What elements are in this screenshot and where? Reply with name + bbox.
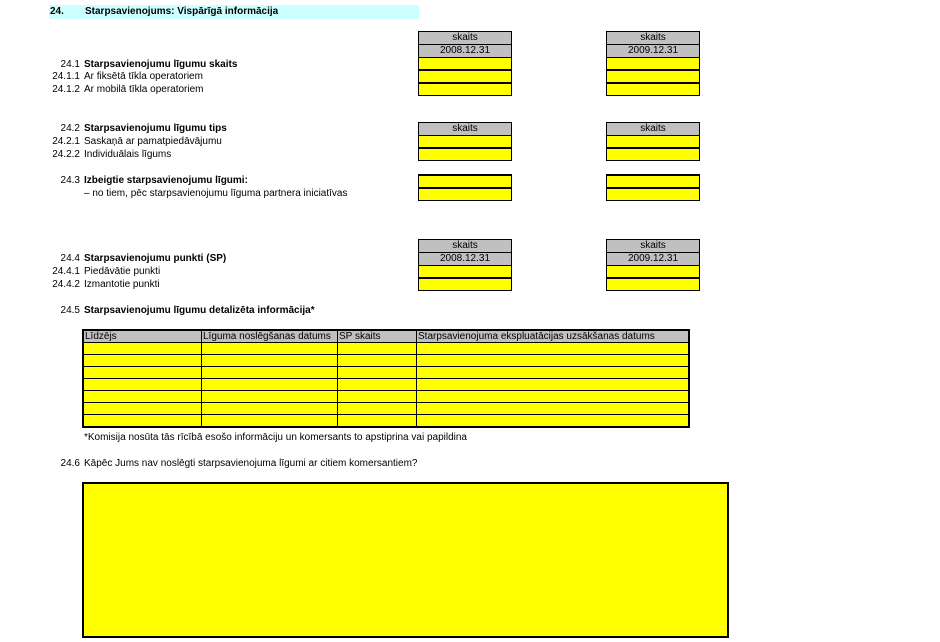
s2441-label: Piedāvātie punkti — [84, 266, 161, 277]
s2421-label: Saskaņā ar pamatpiedāvājumu — [84, 136, 222, 147]
table-cell[interactable] — [417, 367, 690, 379]
table-cell[interactable] — [202, 355, 338, 367]
input-243-2009[interactable] — [606, 174, 700, 188]
table-row — [83, 403, 689, 415]
table-cell[interactable] — [83, 367, 202, 379]
section-number: 24. — [50, 6, 64, 17]
section-title: Starpsavienojums: Vispārīgā informācija — [85, 6, 279, 17]
input-2421-2008[interactable] — [418, 135, 512, 148]
col-header-date-2009: 2009.12.31 — [606, 44, 700, 58]
s241-number: 24.1 — [60, 59, 80, 70]
s246-number: 24.6 — [60, 458, 80, 469]
col-noslegsanas-datums: Līguma noslēgšanas datums — [202, 330, 338, 343]
col-header-date-2009-b: 2009.12.31 — [606, 252, 700, 266]
input-2441-2008[interactable] — [418, 265, 512, 278]
table-row — [83, 343, 689, 355]
table-cell[interactable] — [338, 367, 417, 379]
table-cell[interactable] — [417, 343, 690, 355]
table-cell[interactable] — [417, 403, 690, 415]
section-header — [49, 5, 419, 19]
input-2421-2009[interactable] — [606, 135, 700, 148]
col-header-date-2008-b: 2008.12.31 — [418, 252, 512, 266]
detail-table — [82, 329, 690, 428]
table-row — [83, 367, 689, 379]
table-cell[interactable] — [83, 403, 202, 415]
table-row — [83, 379, 689, 391]
table-cell[interactable] — [417, 391, 690, 403]
input-2441-2009[interactable] — [606, 265, 700, 278]
col-header-skaits-3: skaits — [418, 122, 512, 136]
col-sp-skaits: SP skaits — [338, 330, 417, 343]
table-cell[interactable] — [338, 379, 417, 391]
s2412-label: Ar mobilā tīkla operatoriem — [84, 84, 204, 95]
table-cell[interactable] — [83, 343, 202, 355]
table-cell[interactable] — [83, 391, 202, 403]
table-cell[interactable] — [202, 379, 338, 391]
col-header-skaits-5: skaits — [418, 239, 512, 253]
input-2412-2008[interactable] — [418, 83, 512, 96]
s2421-number: 24.2.1 — [52, 136, 80, 147]
col-header-skaits-1: skaits — [418, 31, 512, 45]
s243-label: Izbeigtie starpsavienojumu līgumi: — [84, 175, 248, 186]
input-2411-2008-a[interactable] — [418, 57, 512, 70]
table-cell[interactable] — [202, 403, 338, 415]
table-cell[interactable] — [338, 343, 417, 355]
s2441-number: 24.4.1 — [52, 266, 80, 277]
detail-table-header — [83, 330, 689, 343]
s244-label: Starpsavienojumu punkti (SP) — [84, 253, 227, 264]
input-2411-2009[interactable] — [606, 70, 700, 83]
table-cell[interactable] — [417, 379, 690, 391]
table-cell[interactable] — [202, 391, 338, 403]
col-header-date-2008: 2008.12.31 — [418, 44, 512, 58]
input-243a-2009[interactable] — [606, 188, 700, 201]
input-2422-2008[interactable] — [418, 148, 512, 161]
table-cell[interactable] — [83, 415, 202, 428]
s2442-number: 24.4.2 — [52, 279, 80, 290]
table-cell[interactable] — [417, 415, 690, 428]
s243-number: 24.3 — [60, 175, 80, 186]
s2411-label: Ar fiksētā tīkla operatoriem — [84, 71, 203, 82]
s245-number: 24.5 — [60, 305, 80, 316]
input-2412-2009[interactable] — [606, 83, 700, 96]
table-cell[interactable] — [83, 379, 202, 391]
s2422-number: 24.2.2 — [52, 149, 80, 160]
col-header-skaits-4: skaits — [606, 122, 700, 136]
s244-number: 24.4 — [60, 253, 80, 264]
input-2422-2009[interactable] — [606, 148, 700, 161]
s242-number: 24.2 — [60, 123, 80, 134]
reason-textarea[interactable] — [82, 482, 729, 638]
s246-label: Kāpēc Jums nav noslēgti starpsavienojuma līgumi ar citiem komersantiem? — [84, 458, 418, 469]
table-cell[interactable] — [202, 367, 338, 379]
col-ekspluatacijas-datums: Starpsavienojuma ekspluatācijas uzsākšanas datums — [417, 330, 690, 343]
s2422-label: Individuālais līgums — [84, 149, 172, 160]
table-cell[interactable] — [338, 391, 417, 403]
table-cell[interactable] — [83, 355, 202, 367]
table-row — [83, 391, 689, 403]
col-lidzejs: Līdzējs — [83, 330, 202, 343]
input-243a-2008[interactable] — [418, 188, 512, 201]
s2411-number: 24.1.1 — [52, 71, 80, 82]
table-cell[interactable] — [338, 415, 417, 428]
s243-sub-label: – no tiem, pēc starpsavienojumu līguma partnera iniciatīvas — [84, 188, 348, 199]
table-cell[interactable] — [338, 355, 417, 367]
table-cell[interactable] — [338, 403, 417, 415]
input-2442-2008[interactable] — [418, 278, 512, 291]
col-header-skaits-2: skaits — [606, 31, 700, 45]
input-243-2008[interactable] — [418, 174, 512, 188]
footnote: *Komisija nosūta tās rīcībā esošo informāciju un komersants to apstiprina vai papildina — [84, 432, 467, 443]
s241-label: Starpsavienojumu līgumu skaits — [84, 59, 238, 70]
table-row — [83, 355, 689, 367]
table-row — [83, 415, 689, 428]
s245-label: Starpsavienojumu līgumu detalizēta informācija* — [84, 305, 315, 316]
table-cell[interactable] — [202, 343, 338, 355]
col-header-skaits-6: skaits — [606, 239, 700, 253]
table-cell[interactable] — [202, 415, 338, 428]
table-cell[interactable] — [417, 355, 690, 367]
input-2442-2009[interactable] — [606, 278, 700, 291]
input-2411-2008[interactable] — [418, 70, 512, 83]
s242-label: Starpsavienojumu līgumu tips — [84, 123, 227, 134]
s2412-number: 24.1.2 — [52, 84, 80, 95]
s2442-label: Izmantotie punkti — [84, 279, 160, 290]
input-2411-2009-a[interactable] — [606, 57, 700, 70]
